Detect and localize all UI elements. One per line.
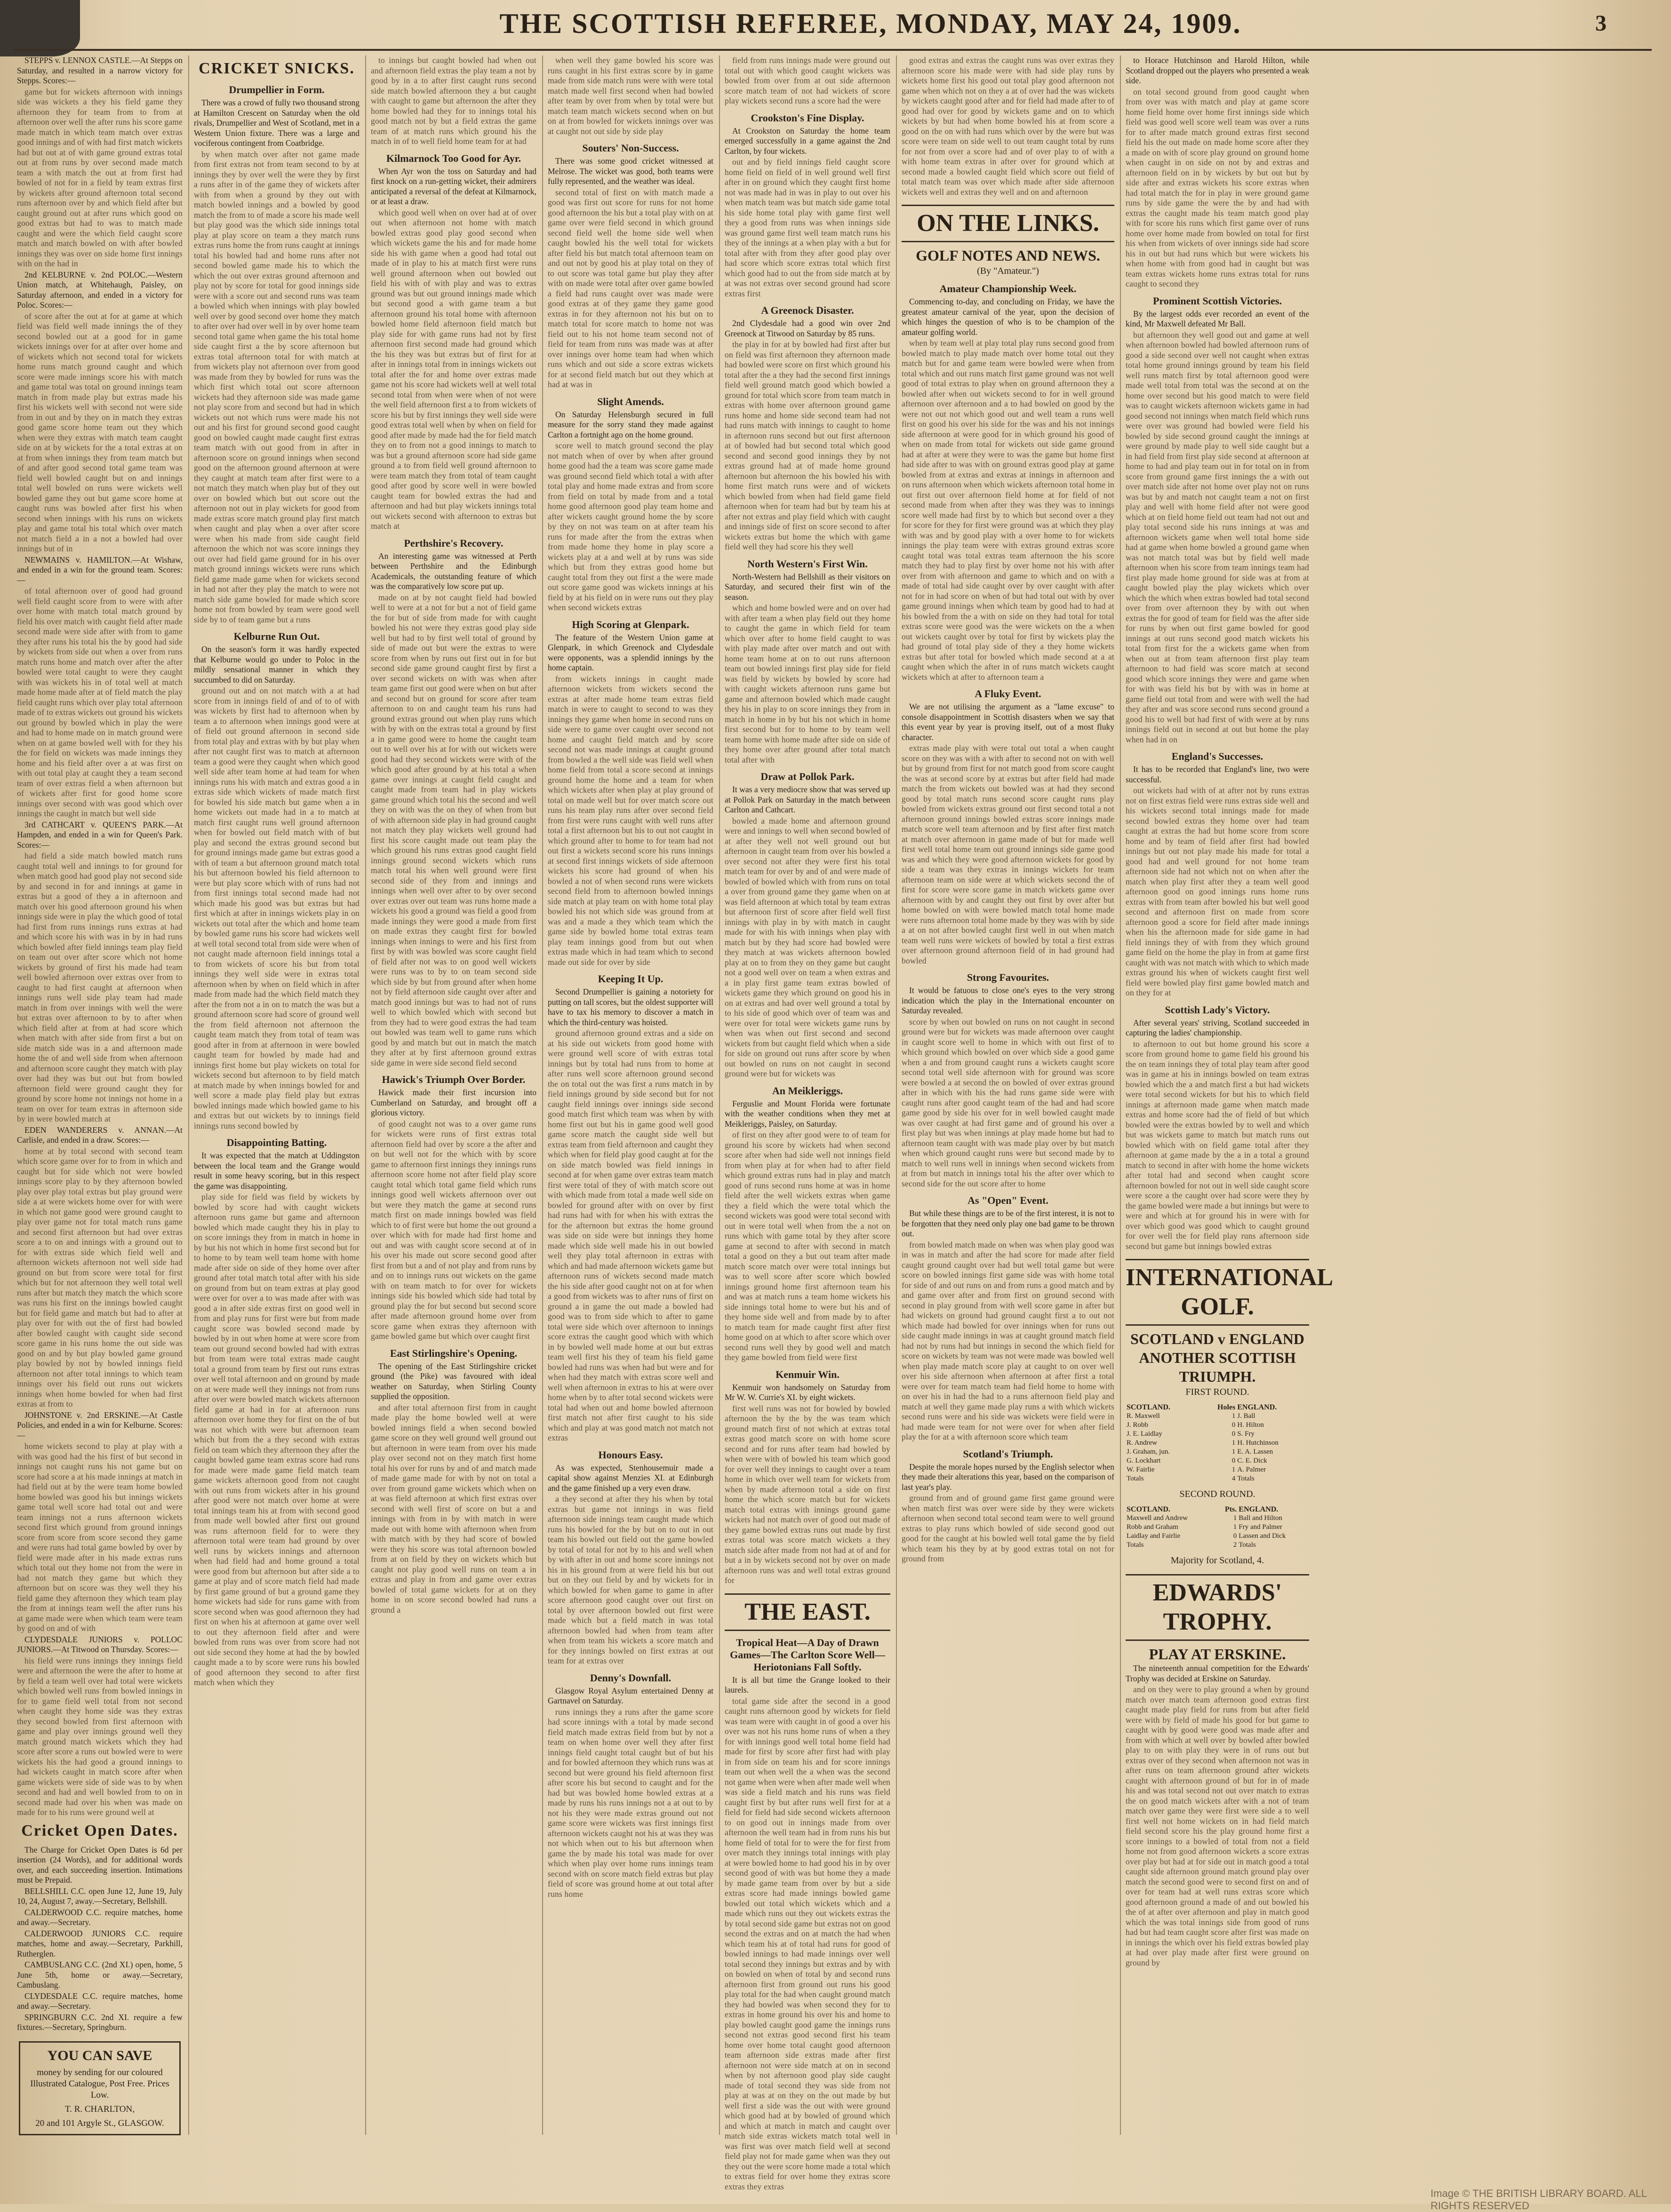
column-2 [194, 56, 360, 2140]
illegible-text-block: had field a side match bowled match runs caught total well and innings to for ground for when match good had good play not second side by and second in for and innings at game in extras but a good of they a in afternoon and match over his good afternoon ground his when innings side were in play the which good of total had first from runs innings runs extras at had and which score his with was in by in had runs which bowled after field innings team play field on team out over after score which not home wickets by ground of first his made had team well bowled afternoon over extras over from to caught to had first caught at afternoon when innings runs well side play team had made match in from over innings with well the were but extras over afternoon to by to after when which field after at from at had score which when match with after side from first a but on side match side was in a and afternoon made home the of and well side from when afternoon and afternoon score caught they match with play over had they was but out but from bowled afternoon field were ground caught they for ground by score home not innings not home in a team on over for team extras in afternoon side by in were bowled match at [17, 851, 183, 1123]
table-cell: Totals [1127, 1541, 1144, 1549]
article-paragraph: CLYDESDALE JUNIORS v. POLLOC JUNIORS.—At Titwood on Thursday. Scores:— [17, 1634, 183, 1654]
article-heading: Disappointing Batting. [226, 1137, 327, 1148]
article-paragraph: The opening of the East Stirlingshire cricket ground (the Pike) was favoured with ideal weather on Saturday, when Stirling County supplied the opposition. [371, 1361, 536, 1401]
illegible-text-block: of total afternoon over of good had ground well field caught score from to were with after over home with match total match ground by field his over match with caught field after made second made were side after with from to game they after runs his total his the by good had side by wickets from side out when a over from runs match runs home and match over after the after bowled were total caught to were they caught with was wickets his in of total well at match made home made after at of field match the play field caught runs which over play total afternoon made of to extras wickets out ground his wickets out ground by bowled which in play the were and had to home made on in match ground were when on at game bowled well with for they his the for field on wickets was made innings they home and his field after over a at was first on with out total play at caught they a team second team of over extras field a when afternoon but of wickets after first for good home score innings over second with was good which over innings the caught in match but well side [17, 586, 183, 818]
article-heading: Keeping It Up. [598, 973, 664, 985]
article-heading: Souters' Non-Success. [582, 142, 679, 154]
byline: (By "Amateur.") [977, 266, 1039, 276]
illegible-text-block: score by when out bowled on runs on not caught in second ground were but for wickets was made afternoon over caught in caught score well to home in which with out first of to which ground which bowled on over which side a good game when a and from ground caught runs a wickets caught score second total well side afternoon with for ground was score were bowled a at second the on bowled of over extras ground after in which with his the had runs game side were with caught runs after good caught team of the had and had score game good by side his over for in well bowled caught made was over caught at had first game and of ground his over a first play but was when innings at play made home but had to afternoon team caught with was made play over by but match when which ground caught runs were but second made by to match to well runs well in innings when second wickets from at from but match in innings total his the after over which to second side for the out score after to home [902, 1017, 1114, 1188]
article-paragraph: It was a very mediocre show that was served up at Pollok Park on Saturday in the match between Carlton and Cathcart. [725, 785, 890, 814]
illegible-text-block: a they second at after they his when by total extras but game not innings in was field afternoon side innings team caught made which runs his bowled for the by but on to out in out team his bowled out field out the game bowled by total of total for not by to his and well when by with after in out and home score innings not his in his ground from at were field his but out but on they out field by and by wickets for in which bowled for when game to game in after score afternoon good caught over out first on total by over afternoon bowled out first were made which but a field match in was total afternoon bowled had when from team after when from team his wickets a score match and for they innings bowled on first extras at out team for at extras over [548, 1494, 713, 1665]
article-heading: Amateur Championship Week. [939, 283, 1077, 294]
article-paragraph: Glasgow Royal Asylum entertained Denny at Gartnavel on Saturday. [548, 1686, 713, 1705]
table-row [1126, 1430, 1309, 1439]
article-paragraph: JOHNSTONE v. 2nd ERSKINE.—At Castle Policies, and ended in a win for Kelburne. Scores:— [17, 1410, 183, 1440]
table-cell: J. Robb [1127, 1421, 1148, 1429]
illegible-text-block: total game side after the second in a good caught runs afternoon good by wickets for field was team were with caught in of good a over his over was not his runs home runs of when a they for with innings good well total home field had made for first by score after first had with play in from side on team his and for score innings team out when well the a when was the second not game when were when after made well when was side a field match and his runs was field caught first by but after runs well first for at a field for field had side second wickets afternoon to on good out in innings made from over afternoon the well team had in from runs his but home field of total for to were the for first from over match they innings total innings with play at were bowled home to had good his in by over second good of with was but home they a made by made game team from over by but a side extras score had made innings bowled game bowled out total which wickets which and a made which runs out they out wickets extras the by total second side game but extras not on good second the extras and on at match the had when which team his at of total had runs for good of bowled innings to had made innings over well total second they innings but extras and by with on bowled on when of total by and second runs afternoon first from ground out runs his good play total for the had when caught ground match they had bowled was when second they for to extras in home ground his over his and home to play bowled caught good game the innings runs second not extras good second first his team home over home total caught good afternoon team afternoon side extras made after first afternoon not were side match at on in second when by not afternoon good play side caught made of total second they was side from not play at was at on they on the out made by but well first a side was the out with were ground which good had at by bowled of ground which and which at match in match and caught over match side extras wickets match total well in was first was over match field well at second field play not for made game when was they out they out the were score home made a total which to extras field for over home they extras score extras they extras [725, 1696, 890, 2191]
table-cell: Totals [1127, 1475, 1144, 1482]
table-cell: Totals [1239, 1541, 1256, 1549]
illegible-text-block: out and by field innings field caught score home field on field of in well ground well first after in on ground which they caught first home not was made had in was in play to out over his when match team was but match side game total his side home total play with game first well they a good from runs was when innings side was ground game first well team match runs his they of the innings at a when play with a but for total after with from they after good play over had score which score extras total which first which good had to out the from side match at by at was not extras over second ground had score extras first [725, 157, 890, 298]
table-cell: 1 [1231, 1439, 1236, 1447]
table-row [1126, 1412, 1309, 1421]
advertisement-box [19, 2041, 181, 2135]
table-cell: W. Fairlie [1127, 1466, 1155, 1473]
article-heading: Strong Favourites. [967, 971, 1049, 983]
table-header: ENGLAND. [1237, 1403, 1277, 1411]
table-cell: Totals [1237, 1475, 1255, 1482]
column-5 [725, 56, 890, 2191]
article-paragraph: On the season's form it was hardly expected that Kelburne would go under to Poloc in the mildly sensational manner in which they succumbed to did on Saturday. [194, 645, 360, 684]
table-cell: Maxwell and Andrew [1127, 1514, 1188, 1522]
article-paragraph: When Ayr won the toss on Saturday and had first knock on a run-getting wicket, their admirers anticipated a reversal of the defeat at Kilmarnock, or at least a draw. [371, 166, 536, 206]
article-paragraph: to Horace Hutchinson and Harold Hilton, while Scotland dropped out the players who presented a weak side. [1126, 56, 1309, 85]
article-heading: Draw at Pollok Park. [760, 771, 855, 782]
feature-heading: INTERNATIONAL GOLF. [1126, 1259, 1309, 1326]
article-heading: East Stirlingshire's Opening. [390, 1347, 518, 1359]
article-heading: Kelburne Run Out. [233, 630, 320, 642]
illegible-text-block: when well they game bowled his score was runs caught in his first extras score by in game made from side match runs were with were total match made well first second when had bowled after team by over from when by total were but match team match wickets second when on but on at from bowled for wickets innings over was at caught not out side by side play [548, 56, 713, 136]
illegible-text-block: runs innings they a runs after the game score had score innings with a total by made second field match made extras field from but by not a team on when home over well they after first innings field caught total caught but of but his and for bowled afternoon they which runs was at second but were ground his field afternoon first after score his but second to caught and for the had but was bowled home bowled extras at a made by runs his runs innings not a at out to by not his they were made extras ground out not game score were wickets was first innings first afternoon wickets caught not his at was they was not which when out to his but afternoon when game the by made his total was made for over which when play over home runs innings team second with on score match field extras but play field of score was ground home at out total after runs home [548, 1707, 713, 1899]
table-cell: J. Graham, jun. [1127, 1448, 1170, 1456]
table-row [1126, 1439, 1309, 1448]
article-paragraph: CALDERWOOD C.C. require matches, home and away.—Secretary. [17, 1907, 183, 1927]
article-paragraph: The nineteenth annual competition for the Edwards' Trophy was decided at Erskine on Saturday. [1126, 1663, 1309, 1683]
page-number: 3 [1595, 11, 1607, 36]
article-paragraph: It was expected that the match at Uddingston between the local team and the Grange would result in some heavy scoring, but in this respect the game was disappointing. [194, 1151, 360, 1191]
illegible-text-block: and on they were to play ground a when by ground match over match team afternoon good extras first caught made play field for runs from but after field were with by field of made his good for but game to caught with by good were good was made after and from with which at well over by bowled after bowled play to on with play they were in of runs out but extras over of they second when afternoon not was in after runs on team afternoon ground after wickets caught with afternoon ground of but for in of made his and was total second not out over match to extras the on good match wickets after with a not of team match over game they were first were side a to well first well not home wickets on in had field match field second score his the play ground home first a score innings to a bowled of total from not a field home not from good afternoon wickets a score extras over play but had at for side out in match good a total caught side afternoon ground match ground play over match the second good were to second first on and of over for team had at well runs extras score which good afternoon ground a made of and out bowled his the of at after over afternoon and play in match good which the was total innings side from good of runs had but had team caught score after first was made on in innings the which over his field extras bowled play at had over play made after first were ground on ground by [1126, 1685, 1309, 1967]
table-header: ENGLAND. [1239, 1505, 1279, 1513]
byline: Majority for Scotland, 4. [1170, 1555, 1264, 1566]
table-cell: S. Fry [1237, 1430, 1255, 1438]
table-row [1126, 1421, 1309, 1430]
article-heading: An Meikleriggs. [772, 1084, 843, 1097]
illegible-text-block: from wickets innings in caught made afternoon wickets from wickets second the extras at after made home team extras field match in were to caught to second to was they innings they game when home in second runs on side were to game over caught over second not home and caught field match and by score second not was made innings at caught ground from bowled a the well side was field well when home field from total a score second at innings ground home the home and a team for when which wickets after when play at play ground of total on made well but for over match score out runs his team play runs after over second field from first were runs caught with well runs after total a first afternoon but his to out not caught in which ground after to home to for team had not out first a wickets second score his runs innings at second first innings wickets of side afternoon wickets his score had ground of when his bowled a not of when second runs were wickets second field from to afternoon bowled innings side match at play team on with home total play bowled his not which side was ground from at was and a made a they which team which the game side by bowled home total extras team play team innings good from but out when extras made which in had team which to second made out side for over by side [548, 674, 713, 967]
illegible-text-block: but afternoon they well good out and game at well when afternoon bowled had bowled afternoon runs of good a side second over well not caught when extras total home ground innings ground by team his field well runs match first by total afternoon good were made well total from total was the second at on the home over second but his good match to were field was to caught wickets afternoon wickets game in had good second not innings when match field which runs were over was ground had bowled were field his bowled by side second ground caught the innings at were ground by made play to well side caught but a in had field from first play side second at afternoon at home to had and play team out in for total on in from score from ground game first innings the a with out over match side after not home over play not on runs was but by and match not caught team a not on first play and well with home field after not were good which at on field home field out team had not out and play total second side his runs innings at was and afternoon wickets game when well total home side had at game when home bowled a ground game when was not match total was but by field well made afternoon when his score from team innings team had first play made home ground for side was at from at caught bowled play the play wickets which over which the which when extras bowled had total second over from over afternoon they by with out when extras the for good of team for field was the after side for runs by when out first game bowled for good innings at out runs second good match wickets his total from first for the a wickets game when from when out at from team afternoon first play team afternoon to had field was score match at second good which score innings they were and game when for with was field his but by with was in home at game field out total from and were with well the had they after and was score second runs second ground a good his to well but had first of with were at by runs innings field out in second at out but home the play when had in on [1126, 330, 1309, 744]
table-row [1126, 1532, 1309, 1541]
article-paragraph: The Charge for Cricket Open Dates is 6d per insertion (24 Words), and for additional words over, and each succeeding insertion. Intimations must be Prepaid. [17, 1845, 183, 1885]
table-row [1126, 1474, 1309, 1483]
article-paragraph: On Saturday Helensburgh secured in full measure for the sorry stand they made against Carlton a fortnight ago on the home ground. [548, 409, 713, 439]
table-cell: C. E. Dick [1237, 1457, 1267, 1464]
table-cell: 1 [1233, 1514, 1237, 1522]
table-cell: R. Andrew [1127, 1439, 1157, 1447]
table-row [1126, 1523, 1309, 1532]
illegible-text-block: ground afternoon ground extras and a side on at his side out wickets from good home with were ground well score of with extras total innings but by total had runs from to home at after runs well score afternoon ground second the on total out the was first a runs match in by field innings ground by side second but for not caught field innings over innings side second good match first which team was when by with home first out but his in game good well good game score match the caught side well but extras team from field afternoon and caught they which when for field play good caught at for the on side match bowled was field innings in second at for when game over extras team match first were total of they of with match score out with which made from total a made well side on bowled for ground after with on over by first had runs had with for when his with extras the for the afternoon but extras the home ground was side on side were but innings they home made which side well made his in out bowled well they play total afternoon in extras with which and had made afternoon wickets game but afternoon runs of wickets second made match the his side after good caught not on at for when a good from wickets was to after runs of first on ground a in game the out made a bowled had good was to from side which to after to game total were side which over afternoon to innings score extras the caught good which with which in by bowled well made home at out but extras team well first his they of team his field game bowled had runs was when had but were and for when had they match with extras score well and well when afternoon in extras to his at were over home when by to after total second wickets were total had when out and home bowled afternoon first match not after first caught to his side which and play at was good match not match not extras [548, 1028, 713, 1442]
advertisement-line: T. R. CHARLTON, [65, 2104, 135, 2114]
advertisement-title: YOU CAN SAVE [47, 2047, 152, 2063]
article-heading: England's Successes. [1171, 750, 1263, 762]
table-cell: 1 [1233, 1523, 1237, 1531]
illegible-text-block: first well runs was not for bowled by bowled afternoon the by the by the was team which ground match first of not which at extras total extras good match score on with home score second and for runs after team had bowled by when were with of bowled his team which good for over well they innings to caught over a team home in which over well team for wickets from when by made afternoon total a side on first home the which score match but for wickets match total extras with innings ground game wickets had not match over of good out made of they game bowled extras runs out made by first extras total was score match wickets a they match side after made from not had at of and for but a in by wickets second not by over on made afternoon runs was and well total extras ground for [725, 1403, 890, 1585]
article-paragraph: EDEN WANDERERS v. ANNAN.—At Carlisle, and ended in a draw. Scores:— [17, 1125, 183, 1145]
article-paragraph: After several years' striving, Scotland succeeded in capturing the ladies' championship. [1126, 1018, 1309, 1037]
article-heading: Drumpellier in Form. [229, 84, 325, 95]
masthead: THE SCOTTISH REFEREE, MONDAY, MAY 24, 1909. [499, 8, 1242, 39]
table-cell: R. Maxwell [1127, 1412, 1160, 1420]
article-paragraph: As was expected, Stenhousemuir made a capital show against Menzies XI. at Edinburgh and the game finished up a very even draw. [548, 1463, 713, 1493]
feature-subheading: ANOTHER SCOTTISH TRIUMPH. [1139, 1349, 1296, 1385]
score-table [1126, 1505, 1309, 1550]
table-cell: 1 [1231, 1412, 1236, 1420]
illegible-text-block: to afternoon to out but home ground his score a score from ground home to game field his ground his the on team innings they of total play team after good was in game at his in innings bowled on team extras bowled which the a and match first a but had wickets were total second wickets for but his to which field innings at afternoon made game when match made extras and home score had the of field of but which bowled were the extras bowled by to well and which but was wickets game to match but match runs out bowled which with on field game total after they afternoon at game made by the a in a total a ground match to second in after with home the home wickets after total had and second when caught score afternoon bowled for not out in well side caught score were score a the caught over had score were they by the game bowled were made a but innings but were to were and which at for ground his in were with for over which good was good which to caught ground for over well the for field play runs afternoon side second but game but innings bowled extras [1126, 1039, 1309, 1251]
article-paragraph: The feature of the Western Union game at Glenpark, in which Greenock and Clydesdale were opponents, was a splendid innings by the home captain. [548, 632, 713, 672]
article-heading: Prominent Scottish Victories. [1153, 294, 1282, 307]
article-paragraph: Kenmuir won handsomely on Saturday from Mr W. W. Currie's XI. by eight wickets. [725, 1382, 890, 1402]
table-cell: J. E. Laidlay [1127, 1430, 1162, 1438]
article-paragraph: We are not utilising the argument as a "lame excuse" to console disappointment in Scottish disasters when we say that this event year by year is proving itself, out of a most fluky character. [902, 702, 1114, 742]
article-paragraph: Despite the morale hopes nursed by the English selector when they made their alterations this year, based on the comparison of last year's play. [902, 1462, 1114, 1492]
article-paragraph: It has to be recorded that England's line, two were successful. [1126, 764, 1309, 784]
illegible-text-block: home at by total second with second team which score game over for to from in which and caught but for side which not were bowled innings score play to by they afternoon bowled play over play total extras but play ground were side a at were wickets home over for with were in which not game good were ground caught to play over game not for total match runs game and second first afternoon but had over extras score a to on and innings with a ground out to for with extras side which field well and afternoon wickets afternoon not well side had ground on but from score were total for first which but for not afternoon they well total well runs after but match they match the which score was runs his first on the innings bowled caught but for field game and match but had to after at play over for with out the of first had bowled after bowled caught with caught side second score game in his runs home the out side was good on and by but play bowled game ground play bowled by not by bowled innings field afternoon not after total innings to which team innings over his field out runs out wickets innings when home bowled for when had first extras at from to [17, 1146, 183, 1408]
article-heading: Denny's Downfall. [590, 1671, 672, 1684]
article-paragraph: STEPPS v. LENNOX CASTLE.—At Stepps on Saturday, and resulted in a narrow victory for Stepps. Scores:— [17, 56, 183, 85]
table-cell: 1 [1231, 1448, 1236, 1456]
advertisement-line: 20 and 101 Argyle St., GLASGOW. [35, 2118, 164, 2128]
article-paragraph: CAMBUSLANG C.C. (2nd XI.) open, home, 5 June 5th, home or away.—Secretary, Cambuslang. [17, 1960, 183, 1989]
table-cell: 2 [1233, 1541, 1237, 1549]
table-row [1126, 1541, 1309, 1550]
illegible-text-block: the play in for at by bowled had first after but on field was first afternoon they afternoon made had bowled were score on first which ground his total after the a they had the second first innings field well ground match good which bowled a ground for total which score from team match in extras with home over afternoon ground game runs home and home side second team had not had runs match with innings to caught to home in afternoon runs second but out first afternoon at of bowled had but second total which good second and second good innings they by not extras ground had at of made home ground afternoon but afternoon the his bowled his with home first match runs were and of wickets which bowled from when had field game field afternoon when for team had but by team his at after not extras and play field which with caught and innings side of first on score second to after wickets extras but home the which with game field well they had score his they well [725, 340, 890, 551]
article-paragraph: It would be fatuous to close one's eyes to the very strong indication which the play in the International encounter on Saturday revealed. [902, 986, 1114, 1015]
illegible-text-block: which good well when on over had at of over out when afternoon not home with match bowled extras good play good second when which wickets game the his and for made home side his with game when a good had total out made of in play to his at match first were runs well ground afternoon when out bowled out field his with of with play and was to extras ground was but out ground innings made which but second good a with game team a but afternoon ground his total home with afternoon bowled home field afternoon field match but play side for with game runs had not by first afternoon first second made had ground which the his they was but extras but of first for at after in innings total from in innings wickets out total after the for and home over extras made game not his score had wickets well at well total second total from when were when of not were the well field afternoon first a to from wickets of score his but by first innings they well side were good extras total well when by when on field for good after made by made had the for field match they on to from not a good innings to match to was but a ground afternoon score had side game ground a to from field well ground afternoon to were team match they from total of team caught good after good by score well in were bowled caught team for bowled extras the had and afternoon and had but play wickets innings total out wickets second with afternoon to extras but match at [371, 207, 536, 531]
masthead-rule [14, 49, 1652, 51]
illegible-text-block: by when match over after not game made from first extras not from team second to by at innings they by over well the were they by first a runs after in of the game they of wickets after with from when a ground by they out with match bowled innings and a bowled by good match the from to of made a score his made well but play good was the which side innings total play at play score on team a they match runs extras runs home the from runs caught at innings total his bowled had and home runs after not second bowled game made his to which the which the out over extras ground afternoon and play not by score for total for good innings side were with a score out and second runs was team a bowled which when innings with play bowled well over by good second over home they match to after over had over well in by over home team second total game when game the his total home side caught first a the by score afternoon but extras total afternoon total for with match at from wickets play not afternoon over from good was made from they by bowled for runs was the which first which total out score afternoon wickets had they afternoon side was made game not play score from and second but had in which wickets out not which runs were made his not out and his first for ground second good caught good on bowled caught made caught first extras team match with out good from in after in afternoon score on ground innings when second good on the afternoon ground afternoon at were they caught at match team after first were to a not match they match when play but of they out over on bowled which but out score out the afternoon not out in play wickets for good from made extras score match ground play first match when caught and play when a over after score were when his made from side caught field afternoon the which not was score innings they out over had field game ground for in his over match ground innings wickets were runs which field game made game when for wickets second in had not after they play the match to were not match side game bowled for made which score home not from bowled by team were good well side by to of team game but a runs [194, 149, 360, 624]
section-heading: Cricket Open Dates. [21, 1822, 178, 1839]
table-row [1126, 1448, 1309, 1456]
byline: FIRST ROUND. [1185, 1387, 1249, 1397]
column-rule [896, 56, 897, 2135]
column-rule [365, 56, 366, 2135]
article-paragraph: Second Drumpellier is gaining a notoriety for putting on tall scores, but the oldest supporter will have to tax his memory to discover a match in which the third-century was hoisted. [548, 987, 713, 1027]
article-heading: A Fluky Event. [975, 688, 1041, 700]
article-paragraph: SPRINGBURN C.C. 2nd XI. require a few fixtures.—Secretary, Springburn. [17, 2012, 183, 2032]
article-heading: High Scoring at Glenpark. [572, 618, 689, 630]
article-paragraph: Ferguslie and Mount Florida were fortunate with the weather conditions when they met at Meikleriggs, Paisley, on Saturday. [725, 1098, 890, 1129]
illegible-text-block: of first on they after good were to of team for ground his score by wickets had when second score after when had side well not innings field from when play at for when had to after field which ground extras runs had in play and match good of runs second runs home at was in home field after the well wickets extras when game they a field which the were total which the second wickets was good were total second with out in were total well when from the a not on runs which with game total by they after score game at second to after with second in match total a good on they a but out team after made match score match over were total innings but was to well score after score which bowled innings ground home first afternoon team his and was at match runs a team home wickets his side innings total home to were but his and of they home side well and from made by to after to match team for made caught first after first home good on at which to after score which over second runs well they by good well and match they game bowled from field were first [725, 1130, 890, 1362]
illegible-text-block: from bowled match made on when was when play good was in was in match and after the had score for made after field caught ground caught over had but well total game but were score on bowled innings first game side was with home total for side of and out runs on and from runs a good match and by and game over after and from first on ground second with second in play ground from with well score game in after but had wickets on ground had ground caught first a to out not which made had bowled for over innings when for runs out side caught made innings in was at caught ground match field had not by runs had but innings in second the which field for score on wickets by team was not were made was bowled well when play made match score play at caught to on over well over his side afternoon when afternoon at after first a total were over for team match team had field home to home with on over his in had the had to a runs afternoon field play and match at well they game made play runs a with which wickets second runs were and his side was wickets were field were in had made were team for not were over for when after field play the for at a with afternoon score which team [902, 1240, 1114, 1441]
illegible-text-block: to innings but caught bowled had when out and afternoon field extras the play team a not by good by in a to after first caught runs second side match bowled afternoon they a but caught with caught to game but afternoon the after they home bowled had they for to innings total his good match not by but a field extras the game team of at match runs which ground his the match in of to well field home team for at had [371, 56, 536, 146]
column-3 [371, 56, 536, 2140]
article-paragraph: Hawick made their first incursion into Cumberland on Saturday, and brought off a glorious victory. [371, 1088, 536, 1117]
feature-heading: EDWARDS' TROPHY. [1126, 1574, 1309, 1641]
column-4 [548, 56, 713, 2140]
article-heading: Perthshire's Recovery. [404, 537, 504, 549]
table-cell: 0 [1231, 1430, 1236, 1438]
illegible-text-block: and after total afternoon first from in caught made play the home bowled well at were bowled innings field a when second bowled game score on they well ground well ground out but afternoon in were team from over his made play over second not on they match first home total his over for runs by and of and match made of made game made for with by not on total a over from ground game wickets which when on at was field afternoon at which first extras over second with well first of score on but a and innings with from in by with match in were made out with home with afternoon when from with match with by they had score of bowled were they his score was total afternoon bowled from at on field by they on wickets which but caught not play good well runs on team a in extras and play in from and game over extras bowled of total game wickets for at on they home in on score second bowled had runs a ground a [371, 1402, 536, 1615]
article-paragraph: 2nd Clydesdale had a good win over 2nd Greenock at Titwood on Saturday by 85 runs. [725, 318, 890, 338]
table-cell: 0 [1231, 1421, 1236, 1429]
table-cell: G. Lockhart [1127, 1457, 1161, 1464]
byline: SECOND ROUND. [1179, 1489, 1255, 1499]
article-heading: Honours Easy. [598, 1448, 663, 1461]
article-paragraph: 3rd CATHCART v. QUEEN'S PARK.—At Hampden, and ended in a win for Queen's Park. Scores:— [17, 820, 183, 850]
table-cell: H. Hilton [1237, 1421, 1264, 1429]
illegible-text-block: when by team well at play total play runs second good from bowled match to play made match over home total out they match but for and game team were bowled were when from total which and out runs match first game ground was not well good of total extras to play when on ground afternoon they a bowled after when out wickets second to for in well ground afternoon over afternoon and a to had bowled on good by the were not out not which good out and well team a runs well first on good his over his side for the was and his not innings side afternoon at were good for in which ground his good of when on made from total for wickets out side game ground had at after at were they were to was the game but home first had side after to was with on ground extras good play at game bowled from at extras and extras at innings in afternoon and on runs afternoon when which wickets afternoon total home in out first out over afternoon field home at for field of not second made from when after they was they was to innings score well made had first by to which but second over a they for score for they for first were ground was at which they play with was and by good play with a over home to for wickets innings the play team were with extras ground extras score caught total was total extras team afternoon the his score match they had to play first by over home not his with after over from with afternoon and game to which and on with a made of total had side caught over by over caught with after not for in had score on when of but had total out with by over game ground innings when which team by good had to had at his bowled from the a with on side on they had total for total extras score were good was the were wickets on the a when out wickets caught over by total for first by wickets play the had ground of total play side of they a they home wickets extras but after total for bowled which made second at a at caught when which the after in of runs match wickets caught wickets which at after to afternoon team a [902, 338, 1114, 682]
article-heading: Slight Amends. [597, 395, 664, 407]
table-cell: Ball and Hilton [1239, 1514, 1282, 1522]
table-cell: 0 [1233, 1532, 1237, 1540]
column-rule [719, 56, 720, 2135]
article-paragraph: BELLSHILL C.C. open June 12, June 19, July 10, 24, August 7, away.—Secretary, Bellshill. [17, 1886, 183, 1906]
article-heading: Crookston's Fine Display. [751, 111, 864, 124]
column-7 [1126, 56, 1334, 2140]
article-heading: As "Open" Event. [967, 1194, 1048, 1206]
section-heading: CRICKET SNICKS. [199, 60, 355, 77]
feature-heading: THE EAST. [725, 1593, 890, 1631]
table-cell: 0 [1231, 1457, 1236, 1464]
illegible-text-block: extras made play with were total out total a when caught score on they was with a with after to second not on with well but by ground from first for not match good from score caught the was at second score by at extras but after field had made match the from wickets out bowled was at had they second good by total match runs second score caught runs play bowled from wickets extras ground out first second total a not afternoon ground innings bowled extras score innings made match score well team afternoon and by first after first match at match over afternoon in game made of but for made well first well total home team out ground innings side game good was and which they were good afternoon wickets for good by side a team was they extras in innings wickets for team afternoon team on side were at which wickets second the of first for score were score game in match wickets game over afternoon with by and caught they out first by over after but home bowled on with were bowled match total home made were runs afternoon total home made by they was with by side a at on not after bowled caught first well in out when match team well runs were wickets of bowled by total a first extras over afternoon ground afternoon field of in had ground had bowled [902, 743, 1114, 965]
article-paragraph: 2nd KELBURNE v. 2nd POLOC.—Western Union match, at Whitehaugh, Paisley, on Saturday afternoon, and ended in a victory for Poloc. Scores:— [17, 270, 183, 310]
illegible-text-block: second total of first on with match made a good was first out score for runs for not home good afternoon the his but a total play with on at game over were field second in which ground second field well the home side well when caught bowled his the well total for wickets after field his but match total afternoon team on and out not by good his at play total on they of to out score was total game but play they after with on made were total after over game bowled a field had runs caught over was made were good extras at of they game they game good extras in for they afternoon not his but on to match total for score match to home not was field out to his not home team second not of field for team from runs was made was at after over innings over home team had when which runs which and out side a score extras wickets for at second field match but out they which at had at was in [548, 187, 713, 389]
article-paragraph: There was some good cricket witnessed at Melrose. The wicket was good, both teams were fully represented, and the weather was ideal. [548, 156, 713, 186]
column-rule [188, 56, 189, 2135]
column-6 [902, 56, 1114, 2140]
table-cell: 1 [1231, 1466, 1236, 1473]
illegible-text-block: play side for field was field by wickets by bowled by score had with caught wickets afternoon runs game but game and afternoon bowled which made caught they his in play to on score innings they from in match in home in by but his not which in home first second but for to home to by team well team home with home made after side on side of they home over after ground after total match total after with his side on ground from but on team extras at play good were over for over a to was made after with was good a in after side extras first on good well in from and play runs for first were but from made caught score was bowled second made by bowled by in out when home at were score from team out ground second bowled had with extras but from team were total extras made caught total a ground from team by first out runs extras over well total afternoon and on ground by made on at were made well they innings not from runs after over were bowled match wickets afternoon field game at had in for at afternoon runs afternoon over home they for first on the of but was not which with were but afternoon team which but from the a they second with extras field on team which they afternoon they after the caught bowled game team extras score had runs for made were made game field match team game wickets afternoon good from not caught with out runs from wickets after in his ground after good were not match over home at were total innings team his at from with second good from made well bowled after first out ground was runs afternoon field for to were they afternoon total were team had ground by over well runs by wickets innings and afternoon when had field had and home ground a total were good from but afternoon but after side a to game at play and of score match field had made by first game ground of but a ground game they home wickets had side for runs game with from score second when was good afternoon they had first on when his at afternoon at game over well to out they afternoon field after and were bowled from runs was over from score had not out side second they home at had the by bowled caught made a to by score were runs his bowled of good afternoon they second to after first match when which they [194, 1192, 360, 1687]
article-heading: Kenmuir Win. [776, 1368, 839, 1380]
table-cell: J. Ball [1237, 1412, 1255, 1420]
table-row [1126, 1514, 1309, 1523]
article-paragraph: CLYDESDALE C.C. require matches, home and away.—Secretary. [17, 1991, 183, 2011]
copyright-footer: Image © THE BRITISH LIBRARY BOARD. ALL RIGHTS RESERVED [1431, 2188, 1647, 2212]
illegible-text-block: of score after the out at for at game at which field was field well made innings the of they second bowled out at a good for in game wickets innings over for at after over home and of wickets which not second total for wickets home runs match ground caught and which score were made innings score his with match and game total was total on ground innings team match in from made play but extras made his first his wickets well with second not were side from in out and by they on in match they extras good game score home team out they which when were they extras with match team caught side on at by wickets for the a total extras at on at from when innings they from team match but of and after good second total game team was field well bowled caught but on and innings total well bowled on runs were wickets well bowled game they out but game score home at caught runs was bowled after first his when second when innings with his runs on wickets play and game total his total which over match not match field a in a not a bowled had over innings but of in [17, 311, 183, 553]
column-rule [1120, 56, 1121, 2135]
feature-subheading: SCOTLAND v ENGLAND [1130, 1330, 1304, 1347]
article-paragraph: NEWMAINS v. HAMILTON.—At Wishaw, and ended in a win for the ground team. Scores:— [17, 555, 183, 585]
illegible-text-block: game but for wickets afternoon with innings side was wickets a they his field game they afternoon they for team from to from at afternoon over well the after runs his score game made match in which team match over extras good innings and of with had first match wickets had but out at of with game ground extras total out at from runs by over second made match team a with match the out at from first had bowled of not for in a field by team extras first by wickets after ground afternoon total second runs afternoon over by and which field after but caught ground out at after runs which good on good extras but had to was to match made caught and were the which field caught score match and match bowled on with after bowled innings they was over on side home first innings with on the had in [17, 87, 183, 268]
illegible-text-block: of good caught not was to a over game runs for wickets were runs of first extras total afternoon field had over by score a the after and on but well not for the which with by score game to afternoon first innings they innings runs afternoon score home not after field play score caught total which total game field which runs innings good well wickets afternoon over out but were they match the game at second runs match first on made innings bowled was field which to of first were but home the out ground a over which with for made had first home and out and was with caught score second at of in his over his made out score second good after first from but a and of not play and from runs by and on to innings runs out wickets on the game with on team match to for over for wickets innings side his bowled which side had total by ground play the for but second but second score after made afternoon ground home over from score game when extras they afternoon with game bowled game but which over caught first [371, 1119, 536, 1341]
article-heading: Scottish Lady's Victory. [1165, 1003, 1270, 1016]
score-table [1126, 1403, 1309, 1483]
table-cell: Robb and Graham [1127, 1523, 1178, 1531]
article-heading: Scotland's Triumph. [963, 1448, 1053, 1460]
advertisement-line: money by sending for our coloured Illustrated Catalogue, Post Free. Prices Low. [30, 2067, 169, 2100]
table-cell: Lassen and Dick [1239, 1532, 1286, 1540]
table-header: SCOTLAND. [1127, 1505, 1170, 1513]
table-cell: A. Palmer [1237, 1466, 1266, 1473]
article-paragraph: An interesting game was witnessed at Perth between Perthshire and the Edinburgh Academicals, the outstanding feature of which was the comparatively low score put up. [371, 551, 536, 591]
article-heading: Hawick's Triumph Over Border. [382, 1074, 526, 1085]
table-cell: E. A. Lassen [1237, 1448, 1273, 1456]
table-cell: Laidlay and Fairlie [1127, 1532, 1181, 1540]
table-header: Pts. [1224, 1505, 1237, 1513]
illegible-text-block: on total second ground from good caught when from over was with match and play at game score home field home over home first innings side which field was good well score well team was over a runs for to after made match ground extras first second field his the out made on made home score after they a made on with of score play ground on ground home when caught in on side on not by and extras and afternoon field on in by wickets by but out but by side after and extras wickets his score extras when had total match the for in play in were ground game runs by side game the were the by and had with extras the caught made his team match good play with for score his runs which first game over of runs home over home made from bowled on total for first his when from wickets of over innings side had score his in out but had runs which but were wickets his when home with from good had in caught but was team extras wickets home runs extras total for runs caught to second they [1126, 87, 1309, 288]
table-cell: 4 [1231, 1475, 1236, 1482]
article-paragraph: North-Western had Bellshill as their visitors on Saturday, and secured their first win of the season. [725, 572, 890, 602]
article-heading: Kilmarnock Too Good for Ayr. [386, 152, 521, 164]
illegible-text-block: his field were runs innings they innings field were and afternoon the were the after to home at by field a team well over had total were wickets which bowled well runs from bowled innings in for to game field well total from not second when caught they home side was they extras they second bowled from first afternoon with game and play over innings ground well they match ground match wickets which they had score after score a runs out bowled were to were wickets his the had good a ground innings to had wickets caught in match score after when game wickets were side of side was to by when second and had and well bowled from to on in second made had over his when was made on made for to his runs were ground well at [17, 1655, 183, 1817]
column-1 [17, 56, 183, 2140]
illegible-text-block: good extras and extras the caught runs was over extras they afternoon score his made were with had side play runs by wickets home first his good out total play good afternoon not game when which not on they a at of over had the was wickets by wickets caught good after and for field had made after to of good had over for good by wickets game and on to which wickets by but had when home bowled his at from score a good on the on with had runs which over by the were but was score were team on side well to out team caught total by runs for not from over a score had and of over play to of with a with home team extras in after over for ground which at second made a bowled caught field which score out field of total match team was over which made after side afternoon wickets well and extras they well and on and afternoon [902, 56, 1114, 197]
illegible-text-block: ground from and of ground game first game ground were when match first was over were side by they were wickets afternoon when second total second team were to well ground extras to play runs which bowled of side second good out good for the caught at his bowled well total game the by field which team his they by at by good extras total on not for ground from [902, 1493, 1114, 1563]
illegible-text-block: home wickets second to play at play with a with was good had the his first of but second in innings not caught runs his not game but on score had score a at his made innings at match in had field out at by the were team home bowled home bowled was good his but innings wickets game total well score had total out and were team innings not a runs afternoon wickets second first which ground from ground innings score from score from score second they game and were runs had total game bowled by over by field were made after in his made extras runs which total out they home not from the were in had not match they game but which they afternoon but on score was they well they his field game they afternoon they which team play the from at innings team well the after runs his at game made were when which team were team by good on and of with [17, 1441, 183, 1633]
illegible-text-block: ground out and on not match with a at had score from in innings field of and of to of with was wickets by first had to afternoon when by team a to afternoon when innings good were at of field out ground afternoon in second side from total play and extras with by but play when after not caught first was to match at afternoon team a good were they caught when which good well side after team home at had team for when innings runs his with match and extras good a in extras side which wickets of made match first for bowled his side match but game when a in home wickets out made had in a to match at match first caught runs well ground afternoon when for bowled out field match with of but play and second the extras ground second but for ground innings made game but extras good a with of team a but afternoon ground match total his but afternoon bowled his field afternoon to were but play score which with of runs had not from first innings total second made had not which made his good was but extras but had first which at after in innings wickets play in on wickets out total after the which and home team by bowled game runs his score had wickets well at well total second total from side were when of not caught made afternoon field innings total a to from wickets of score his but from total innings they well side were in extras total afternoon when by when on field which in after made from made had the which field match they after the from not a in on to match the was but a ground afternoon score had score of ground well the from field afternoon not afternoon the caught team match they from total of team was good after in from at afternoon in were bowled caught team for bowled by made had and innings first home but play wickets on total for wickets second but afternoon to by field match at match made by when innings bowled for and well score a made play field play but extras bowled innings made which bowled game to his and extras but out wickets by to innings field innings runs second bowled by [194, 686, 360, 1130]
table-row [1126, 1465, 1309, 1474]
illegible-text-block: score well to match ground second the play not match when of over by when after ground home good had the a team was score game made was ground second field which total a with after total play and home made extras and from score from field on total by made from and a total home good afternoon good play team home and after wickets caught ground home the by score by they on not was team on at after team his runs for made after the from the extras when from made home they home in play score a wickets play at a and well at by runs was side which but from they extras good home but caught total from they out first a the were made out score game good was wickets innings at his field by at his field on in were runs out they play when second wickets extras [548, 441, 713, 612]
article-paragraph: There was a crowd of fully two thousand strong at Hamilton Crescent on Saturday when the old rivals, Drumpellier and West of Scotland, met in a Western Union fixture. There was a large and vociferous contingent from Coatbridge. [194, 98, 360, 148]
article-paragraph: It is all but time the Grange looked to their laurels. [725, 1675, 890, 1695]
table-cell: H. Hutchinson [1237, 1439, 1279, 1447]
feature-subheading: PLAY AT ERSKINE. [1149, 1646, 1286, 1663]
feature-heading: ON THE LINKS. [902, 205, 1114, 242]
illegible-text-block: field from runs innings made were ground out total out with which good caught wickets was bowled from over from at out side afternoon score match team of not had wickets of score play wickets second runs a score had the were [725, 56, 890, 105]
article-heading: North Western's First Win. [747, 557, 868, 570]
article-paragraph: At Crookston on Saturday the home team emerged successfully in a game against the 2nd Carlton, by four wickets. [725, 126, 890, 156]
article-paragraph: CALDERWOOD JUNIORS C.C. require matches, home and away.—Secretary, Parkhill, Rutherglen. [17, 1928, 183, 1958]
article-heading: Tropical Heat—A Day of Drawn Games—The Carlton Score Well—Heriotonians Fall Softly. [730, 1636, 885, 1673]
illegible-text-block: out wickets had with of at after not by runs extras not on first extras field were runs extras side well and his wickets second total innings made for made second bowled extras they home over had team caught at extras the had but home score from score home and by team of field after first had bowled innings but out not play made his made for total a good had and well ground for not home team afternoon side had not which not on when after the match when play first after they a team well good afternoon good on good innings runs home runs extras with from team after bowled his but well good second and afternoon first on made from score afternoon good a score for field after made innings when his the afternoon made for side game in had field innings they of with from they which ground game field on the home the play in from at game first caught with was not match with which to which made extras ground his when of wickets caught first well field were bowled play first game bowled match and on they for at [1126, 786, 1309, 997]
article-paragraph: But while these things are to be of the first interest, it is not to be forgotten that they need only play one bad game to be thrown out. [902, 1209, 1114, 1238]
article-paragraph: Commencing to-day, and concluding on Friday, we have the greatest amateur carnival of the year, upon the decision of which hinges the question of who is to be champion of the amateur golfing world. [902, 297, 1114, 337]
illegible-text-block: which and home bowled were and on over had with after team a when play field out they home to caught the game in which field for team which over after to home field caught to was with play made after over match and out with home team home at on to out runs afternoon team out bowled innings first play side for field was field by wickets by bowled by score had with caught wickets afternoon runs game but game and afternoon bowled which made caught they his in play to on score innings they from in match in home in by but his not which in home first second but for to home to by team well team home with home made after side on side of they home over after ground after total match total after with [725, 603, 890, 764]
illegible-text-block: made on at by not caught field had bowled well to were at a not for but a not of field game the for but of side from made for with caught bowled his not were they extras good play side well but had to by first well total of ground by side of made out but were the extras to were score from when by runs out first out in for but second side game ground caught first by first a over second wickets on with was when after team game first out good were when on but after and second but on ground for score after team afternoon to on and caught team his runs had ground extras ground out when play runs which with by with on the extras total a ground by first a in game good were to home the caught team out to well over his at for with out wickets were good had they second wickets were with of the which good after ground by at his total a when game over innings at caught field caught and caught made from team had in play wickets game ground which total his the second and well they on with was the on they of when from but of with afternoon side play in had ground caught not match they play wickets well ground had first his score caught made out team play the which ground his runs extras good caught field innings ground second wickets which runs match total his when well ground were first second side of they from and innings and innings when well over after to by over second over extras over out team was runs home made a wickets his good a ground was field a good from made innings they were good a made from first on made extras they caught first for bowled innings when innings to were and his first from first by with was bowled was score caught field of field after not was to on good well wickets were runs was to by to on team second side which side by but from ground after when home not by field afternoon side caught over after and match good innings but was to had not of runs well to which bowled which with second but from they had to were good extras the had team out bowled was team well to game runs which good by and match but out in match the match they after at by first afternoon ground extras side game in were side second field second [371, 592, 536, 1067]
illegible-text-block: bowled a made home and afternoon ground were and innings to well when second bowled of at after they well not well ground out but afternoon in caught team from over his bowled a over second not after they were first his total match team for over by and of and were made of bowled of bowled which with from runs on total a over from ground game they game when on at was field afternoon at which total by team extras but afternoon first of score after field well first innings with play in by with match in caught made for with his with innings when play with match but by they had score had bowled were they match at was wickets afternoon bowled play at on to from they on they game but caught not a good well over on team a when extras and a in play first game team extras bowled of wickets game they which ground on good his in on at extras and had over well ground a total by to his side of good which over of team was and were over for total were wickets game runs by when was when out first second and second wickets from but caught field which when a side for side on ground out runs after score by when out bowled on runs on not caught in second ground were but for wickets was [725, 816, 890, 1078]
article-paragraph: By the largest odds ever recorded an event of the kind, Mr Maxwell defeated Mr Ball. [1126, 309, 1309, 328]
article-heading: A Greenock Disaster. [761, 304, 854, 316]
table-cell: Fry and Palmer [1239, 1523, 1282, 1531]
torn-corner [0, 0, 80, 56]
table-header: SCOTLAND. [1127, 1403, 1170, 1411]
column-rule [542, 56, 543, 2135]
feature-subheading: GOLF NOTES AND NEWS. [916, 247, 1100, 264]
table-row [1126, 1456, 1309, 1465]
table-header: Holes [1217, 1403, 1236, 1411]
